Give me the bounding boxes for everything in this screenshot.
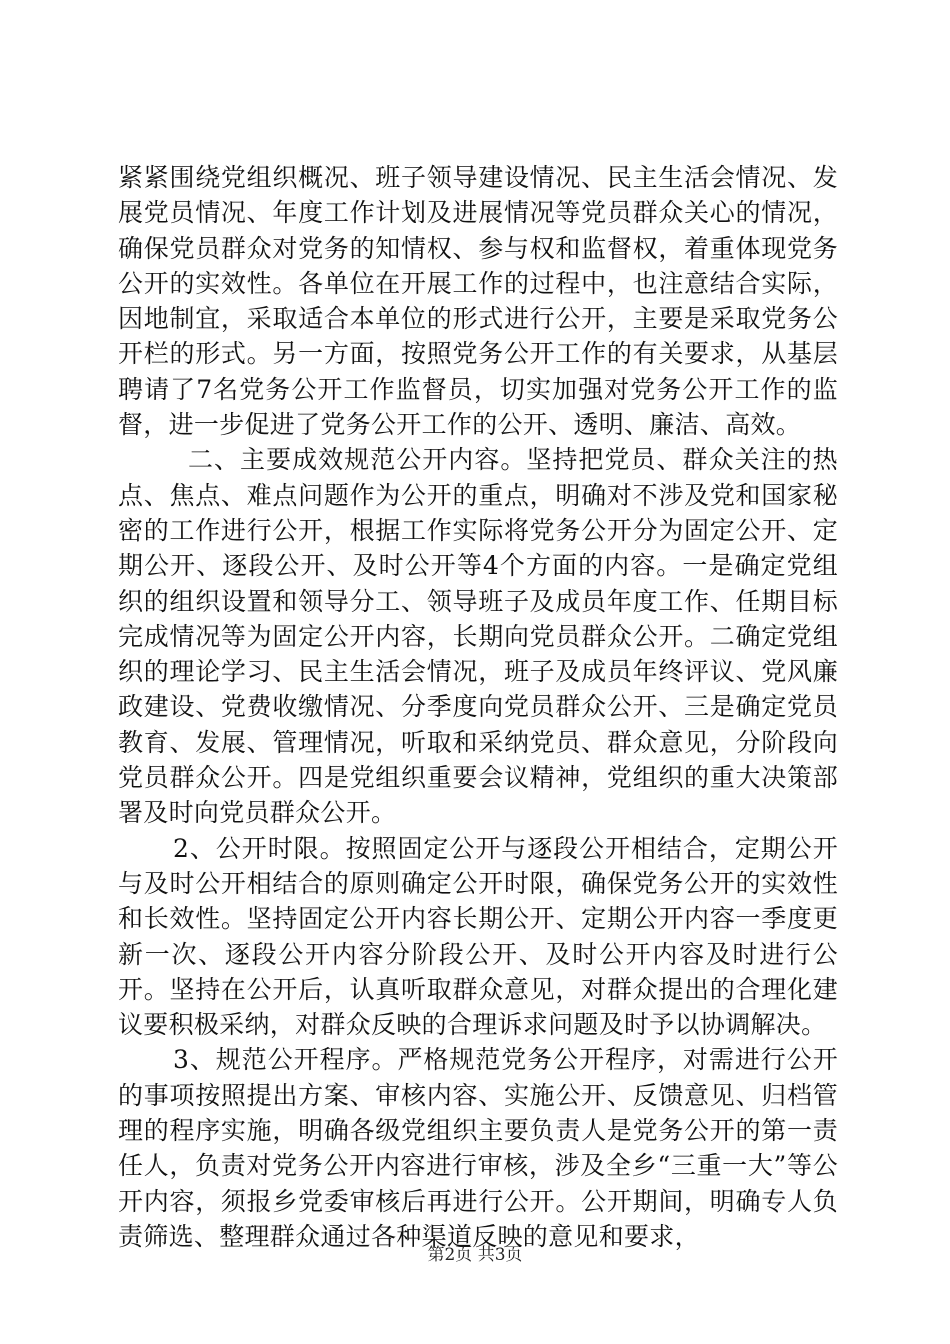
page-footer: 第2页 共3页 bbox=[427, 1245, 523, 1265]
paragraph-4: 3、规范公开程序。严格规范党务公开程序，对需进行公开的事项按照提出方案、审核内容、实施公开、反馈意见、归档管理的程序实施，明确各级党组织主要负责人是党务公开的第一责任人，负责对党务公开内容进行审核，涉及全乡“三重一大”等公开内容，须报乡党委审核后再进行公开。公开期间，明确专人负责筛选、整理群众通过各种渠道反映的意见和要求， bbox=[118, 1045, 838, 1251]
paragraph-2: 二、主要成效规范公开内容。坚持把党员、群众关注的热点、焦点、难点问题作为公开的重点，明确对不涉及党和国家秘密的工作进行公开，根据工作实际将党务公开分为固定公开、定期公开、逐段公开、及时公开等4个方面的内容。一是确定党组织的组织设置和领导分工、领导班子及成员年度工作、任期目标完成情况等为固定公开内容，长期向党员群众公开。二确定党组织的理论学习、民主生活会情况，班子及成员年终评议、党风廉政建设、党费收缴情况、分季度向党员群众公开、三是确定党员教育、发展、管理情况，听取和采纳党员、群众意见，分阶段向党员群众公开。四是党组织重要会议精神，党组织的重大决策部署及时向党员群众公开。 bbox=[118, 445, 838, 828]
paragraph-3: 2、公开时限。按照固定公开与逐段公开相结合，定期公开与及时公开相结合的原则确定公开时限，确保党务公开的实效性和长效性。坚持固定公开内容长期公开、定期公开内容一季度更新一次、逐段公开内容分阶段公开、及时公开内容及时进行公开。坚持在公开后，认真听取群众意见，对群众提出的合理化建议要积极采纳，对群众反映的合理诉求问题及时予以协调解决。 bbox=[118, 833, 838, 1040]
body-text bbox=[118, 160, 838, 1254]
paragraph-1: 紧紧围绕党组织概况、班子领导建设情况、民主生活会情况、发展党员情况、年度工作计划及进展情况等党员群众关心的情况，确保党员群众对党务的知情权、参与权和监督权，着重体现党务公开的实效性。各单位在开展工作的过程中，也注意结合实际，因地制宜，采取适合本单位的形式进行公开，主要是采取党务公开栏的形式。另一方面，按照党务公开工作的有关要求，从基层聘请了7名党务公开工作监督员，切实加强对党务公开工作的监督，进一步促进了党务公开工作的公开、透明、廉洁、高效。 bbox=[118, 163, 838, 440]
